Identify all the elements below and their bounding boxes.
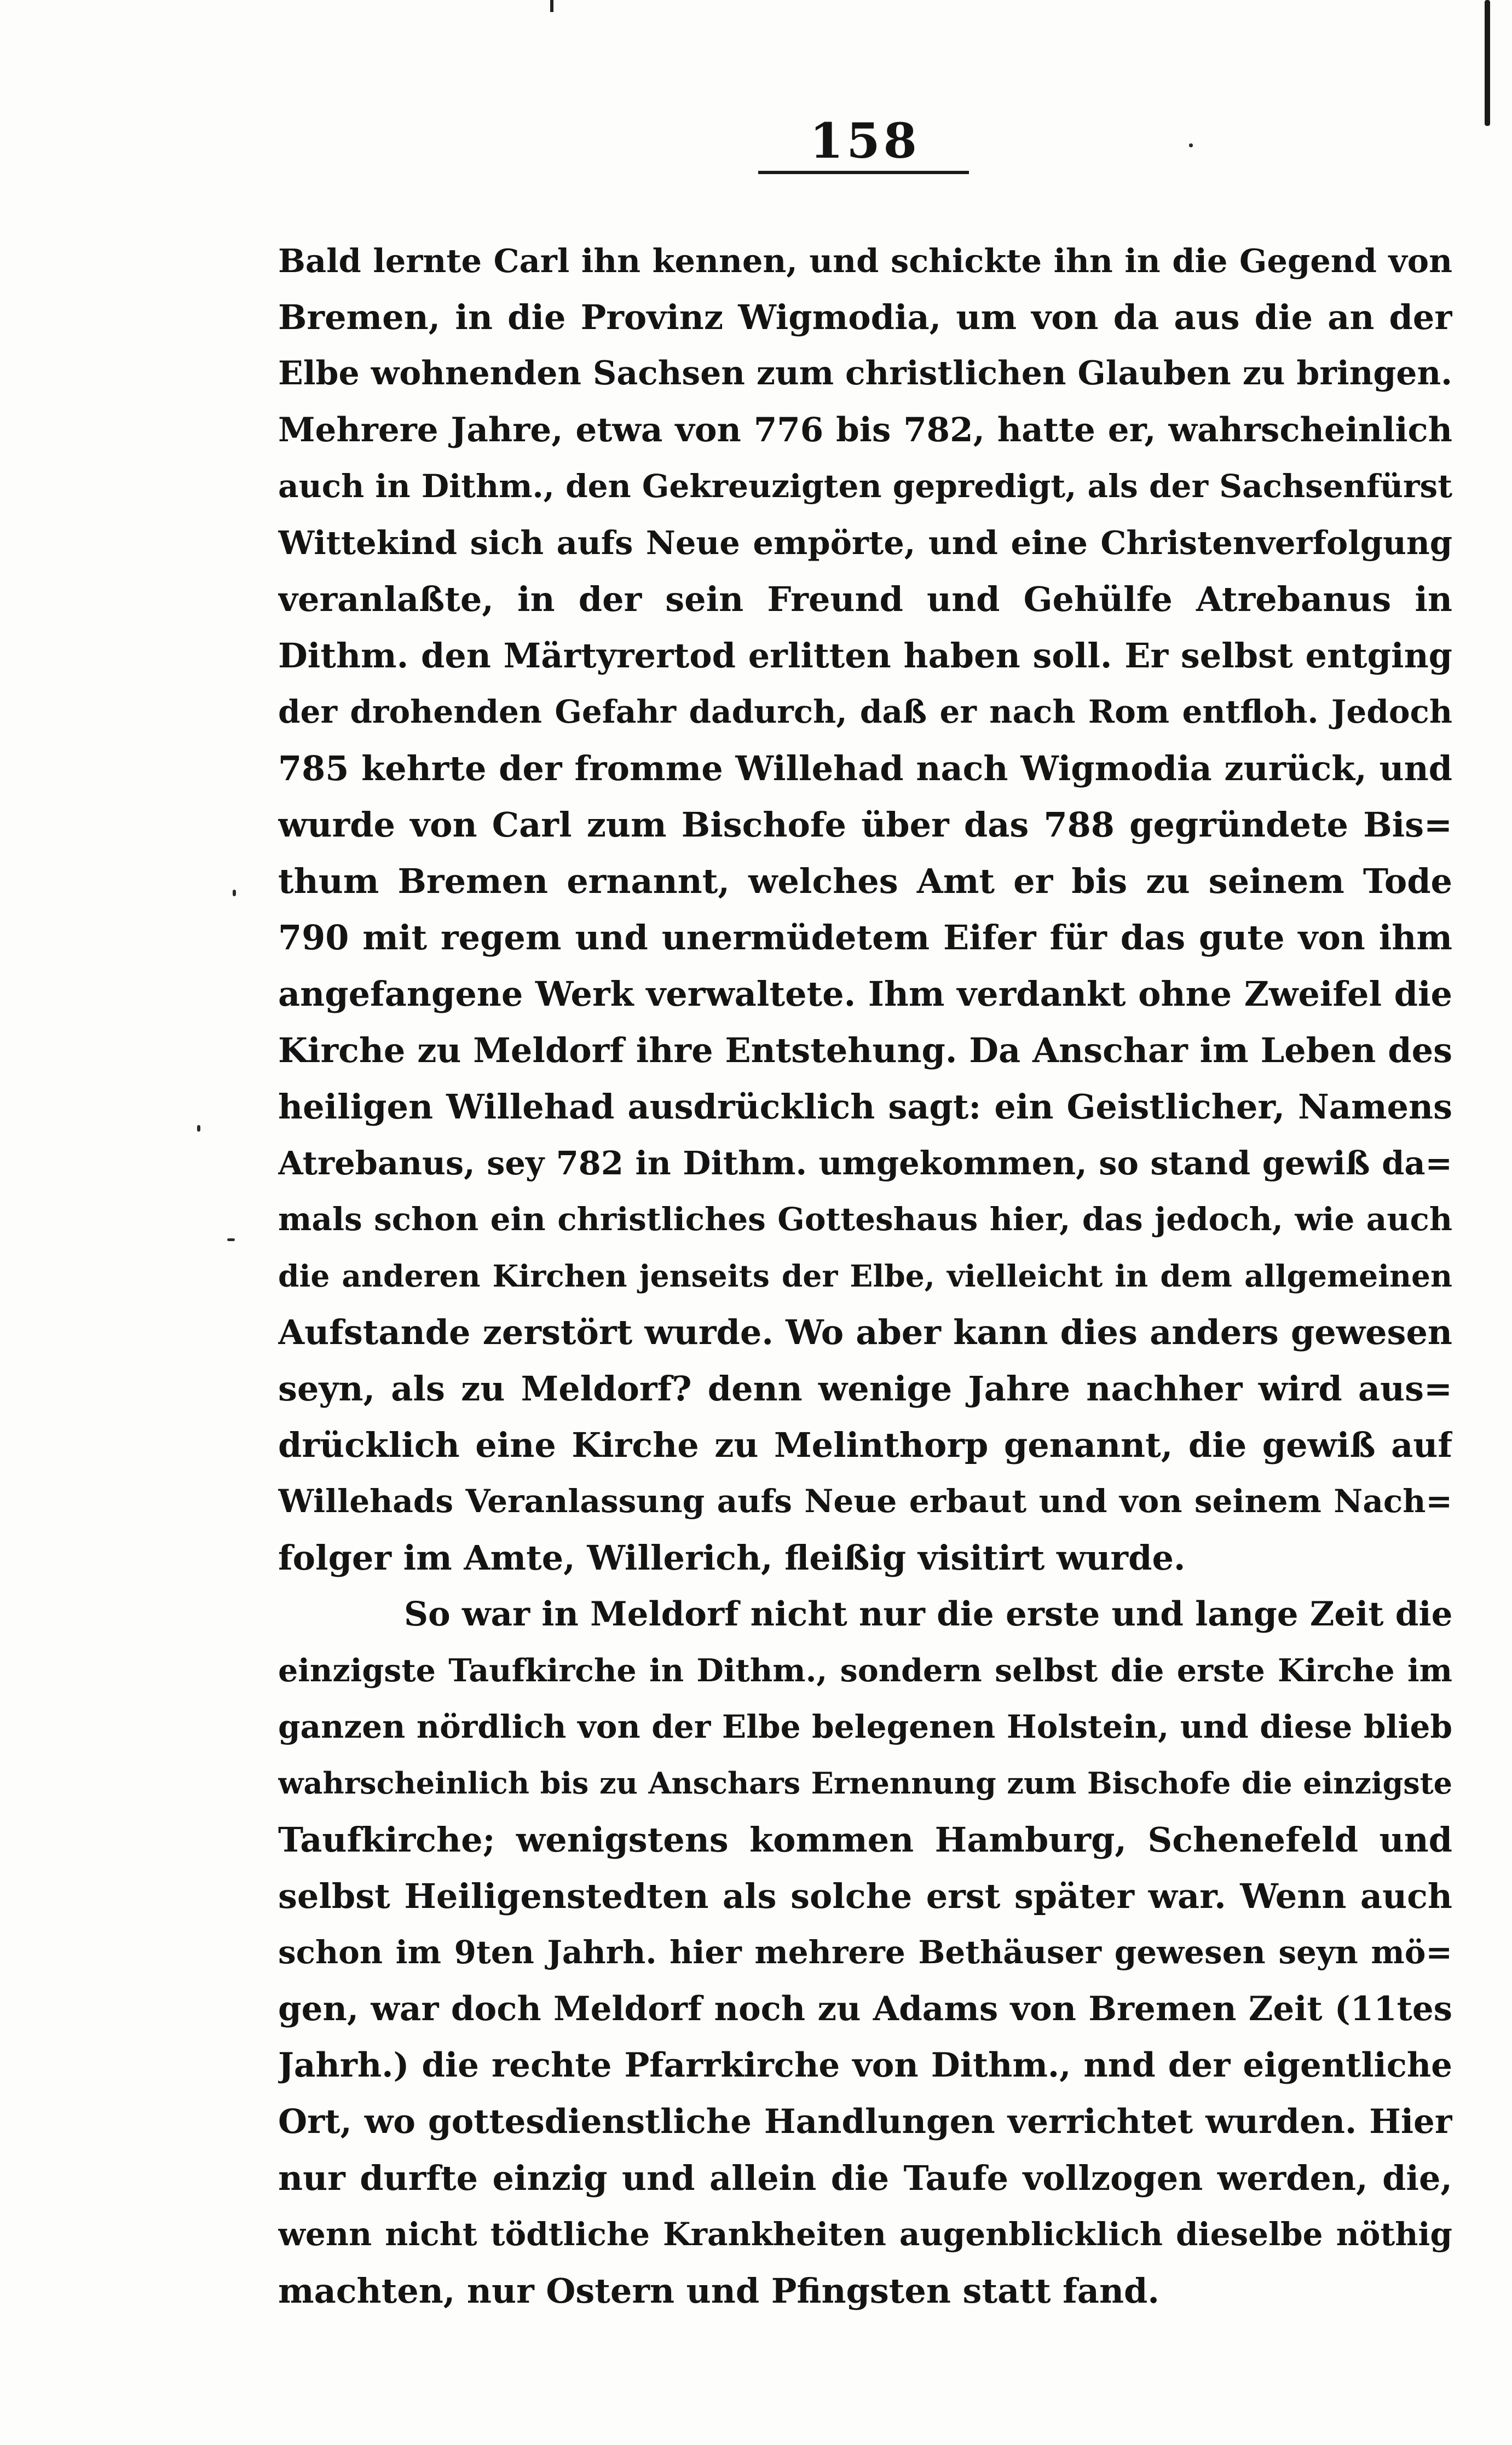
- scan-speck: [233, 890, 236, 896]
- text-line: drücklich eine Kirche zu Melinthorp genannt, die gewiß auf: [278, 1425, 1452, 1465]
- page-edge-line: [1485, 0, 1490, 126]
- text-line: ganzen nördlich von der Elbe belegenen Holstein, und diese blieb: [278, 1708, 1452, 1745]
- text-line: selbst Heiligenstedten als solche erst später war. Wenn auch: [278, 1876, 1452, 1916]
- scan-speck: [197, 1125, 200, 1132]
- text-line: wahrscheinlich bis zu Anschars Ernennung zum Bischofe die einzigste: [278, 1766, 1452, 1801]
- text-line: heiligen Willehad ausdrücklich sagt: ein Geistlicher, Namens: [278, 1087, 1452, 1127]
- text-line: Bald lernte Carl ihn kennen, und schickte ihn in die Gegend von: [278, 242, 1452, 280]
- scan-speck: [227, 1238, 235, 1241]
- text-line: wenn nicht tödtliche Krankheiten augenblicklich dieselbe nöthig: [278, 2216, 1452, 2253]
- text-line: Atrebanus, sey 782 in Dithm. umgekommen, so stand gewiß da=: [278, 1144, 1452, 1182]
- text-line: veranlaßte, in der sein Freund und Gehülfe Atrebanus in: [278, 579, 1452, 619]
- text-line: Bremen, in die Provinz Wigmodia, um von da aus die an der: [278, 297, 1452, 337]
- text-line: machten, nur Ostern und Pfingsten statt fand.: [278, 2271, 1159, 2311]
- text-line: 790 mit regem und unermüdetem Eifer für das gute von ihm: [278, 918, 1452, 958]
- text-line: Wittekind sich aufs Neue empörte, und eine Christenverfolgung: [278, 524, 1452, 562]
- text-line: gen, war doch Meldorf noch zu Adams von Bremen Zeit (11tes: [278, 1990, 1452, 2028]
- text-line: einzigste Taufkirche in Dithm., sondern selbst die erste Kirche im: [278, 1652, 1452, 1689]
- text-line: thum Bremen ernannt, welches Amt er bis zu seinem Tode: [278, 861, 1452, 901]
- text-line: wurde von Carl zum Bischofe über das 788 gegründete Bis=: [278, 805, 1452, 845]
- text-line: auch in Dithm., den Gekreuzigten gepredigt, als der Sachsenfürst: [278, 468, 1452, 505]
- text-line: Jahrh.) die rechte Pfarrkirche von Dithm., nnd der eigentliche: [278, 2046, 1452, 2085]
- text-line: Kirche zu Meldorf ihre Entstehung. Da Anschar im Leben des: [278, 1030, 1452, 1070]
- text-line: Mehrere Jahre, etwa von 776 bis 782, hatte er, wahrscheinlich: [278, 411, 1452, 449]
- text-line: Taufkirche; wenigstens kommen Hamburg, Schenefeld und: [278, 1820, 1452, 1860]
- text-line: 785 kehrte der fromme Willehad nach Wigmodia zurück, und: [278, 748, 1452, 788]
- text-line: folger im Amte, Willerich, fleißig visitirt wurde.: [278, 1538, 1186, 1578]
- text-line: seyn, als zu Meldorf? denn wenige Jahre nachher wird aus=: [278, 1369, 1452, 1409]
- paragraph-first-line: So war in Meldorf nicht nur die erste und lange Zeit die: [404, 1595, 1452, 1634]
- text-line: der drohenden Gefahr dadurch, daß er nach Rom entfloh. Jedoch: [278, 693, 1452, 730]
- page-number: 158: [810, 112, 920, 169]
- scan-speck: [1189, 143, 1193, 147]
- text-line: schon im 9ten Jahrh. hier mehrere Bethäuser gewesen seyn mö=: [278, 1934, 1452, 1971]
- text-line: die anderen Kirchen jenseits der Elbe, vielleicht in dem allgemeinen: [278, 1258, 1452, 1294]
- text-line: Elbe wohnenden Sachsen zum christlichen Glauben zu bringen.: [278, 354, 1452, 393]
- text-line: Aufstande zerstört wurde. Wo aber kann dies anders gewesen: [278, 1312, 1452, 1352]
- text-line: Dithm. den Märtyrertod erlitten haben soll. Er selbst entging: [278, 636, 1452, 676]
- text-line: angefangene Werk verwaltete. Ihm verdankt ohne Zweifel die: [278, 974, 1452, 1014]
- body-text: [278, 233, 1452, 2319]
- text-line: mals schon ein christliches Gotteshaus hier, das jedoch, wie auch: [278, 1201, 1452, 1238]
- scan-mark: [550, 0, 553, 12]
- text-line: nur durfte einzig und allein die Taufe vollzogen werden, die,: [278, 2158, 1452, 2198]
- text-line: Ort, wo gottesdienstliche Handlungen verrichtet wurden. Hier: [278, 2102, 1452, 2141]
- page-number-underline: [758, 171, 969, 174]
- text-line: Willehads Veranlassung aufs Neue erbaut und von seinem Nach=: [278, 1483, 1452, 1520]
